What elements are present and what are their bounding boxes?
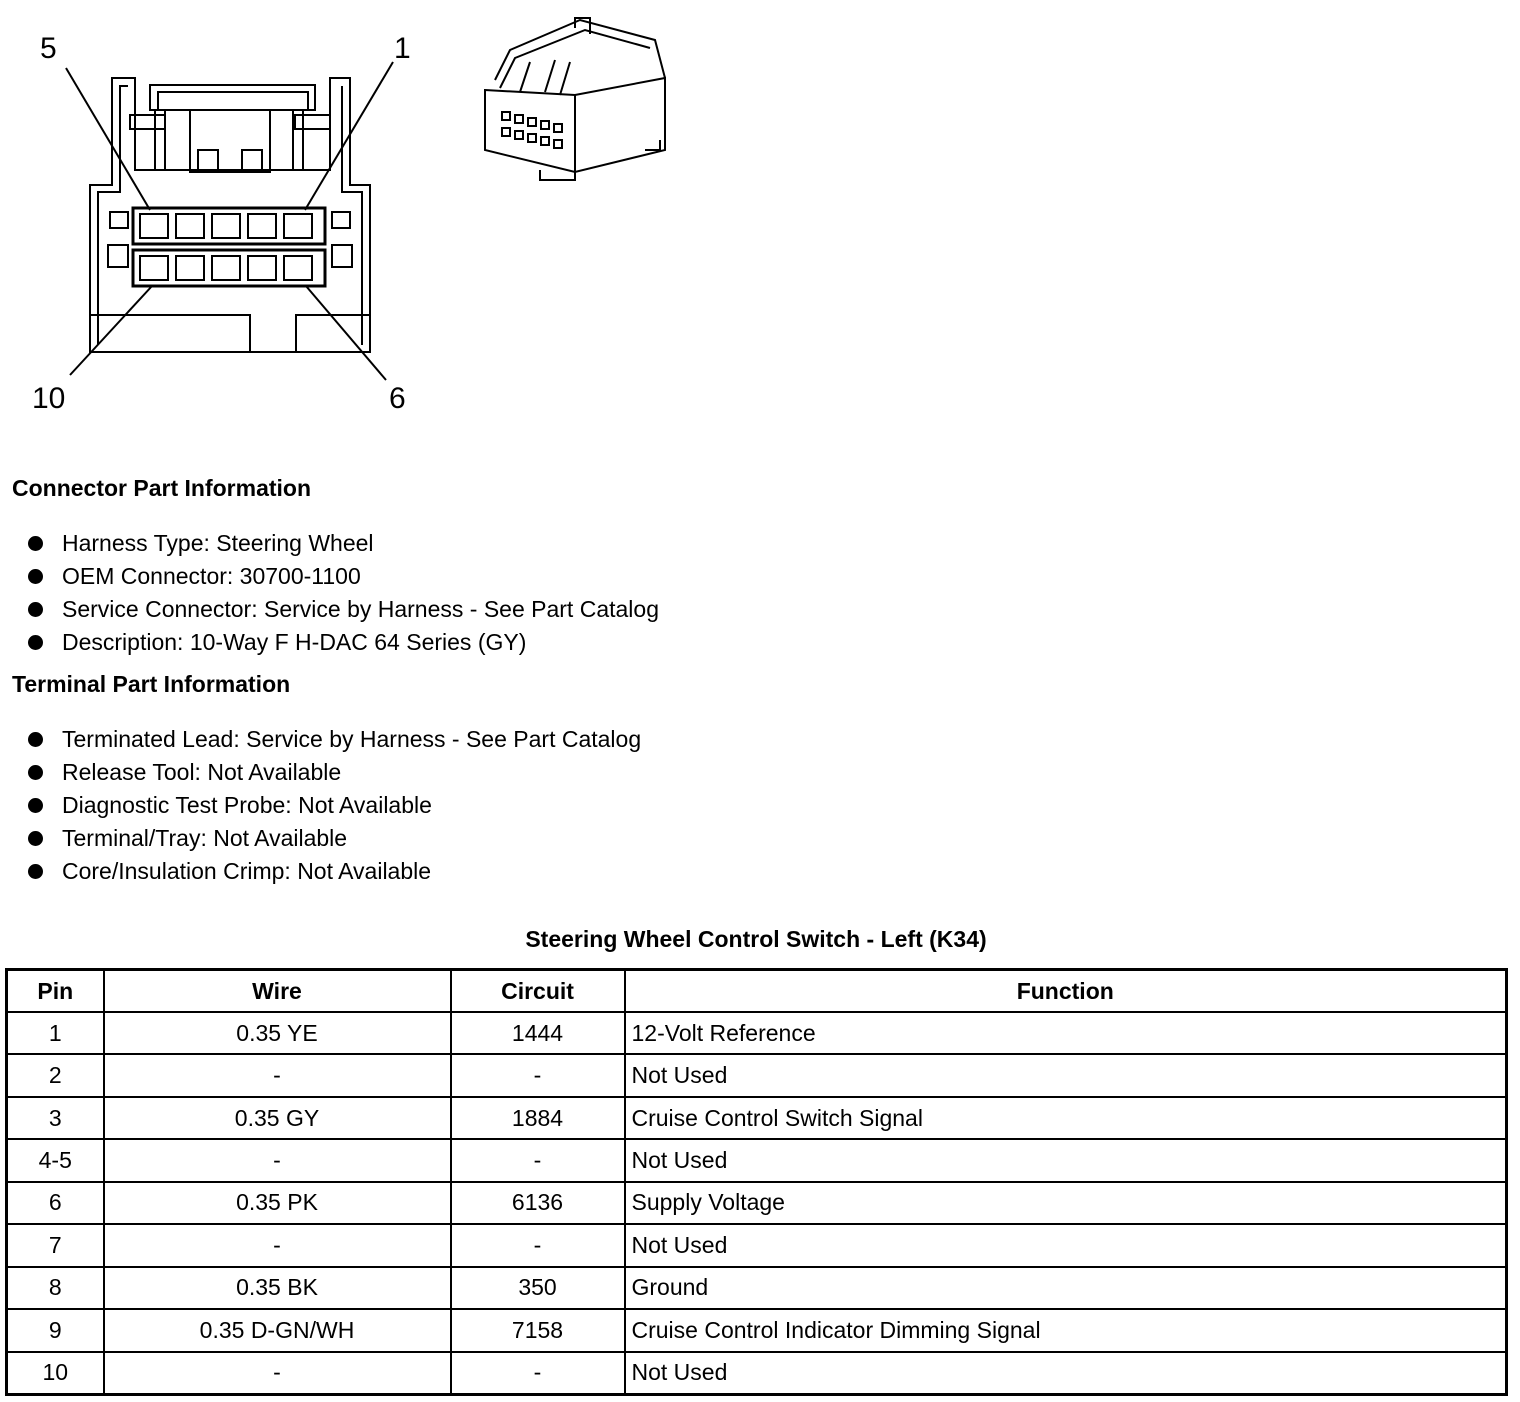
cell-function: 12-Volt Reference: [625, 1012, 1507, 1054]
terminal-part-info-list: [28, 723, 641, 888]
cell-function: Not Used: [625, 1054, 1507, 1096]
cell-wire: -: [104, 1139, 451, 1181]
pin-label-10: 10: [32, 382, 66, 415]
cell-wire: 0.35 PK: [104, 1182, 451, 1224]
pin-row-bottom: [133, 250, 325, 286]
table-row: [7, 1224, 1507, 1266]
connector-part-info-title: Connector Part Information: [12, 475, 312, 501]
pin-table-title: Steering Wheel Control Switch - Left (K34): [525, 926, 987, 952]
table-row: [7, 1267, 1507, 1309]
connector-face-diagram: [0, 0, 700, 440]
list-item: Service Connector: Service by Harness - See Part Catalog: [28, 593, 659, 626]
cell-pin: 1: [7, 1012, 104, 1054]
cell-circuit: -: [451, 1139, 625, 1181]
header-wire: Wire: [104, 970, 451, 1013]
cell-circuit: -: [451, 1352, 625, 1395]
cell-pin: 3: [7, 1097, 104, 1139]
cell-pin: 2: [7, 1054, 104, 1096]
cell-function: Cruise Control Switch Signal: [625, 1097, 1507, 1139]
cell-function: Not Used: [625, 1139, 1507, 1181]
list-item: Release Tool: Not Available: [28, 756, 641, 789]
cell-wire: 0.35 D-GN/WH: [104, 1309, 451, 1351]
terminal-part-info-title: Terminal Part Information: [12, 671, 291, 697]
pin-label-5: 5: [40, 32, 57, 65]
table-row: [7, 1097, 1507, 1139]
cell-function: Ground: [625, 1267, 1507, 1309]
header-function: Function: [625, 970, 1507, 1013]
cell-pin: 10: [7, 1352, 104, 1395]
cell-pin: 6: [7, 1182, 104, 1224]
list-item: Diagnostic Test Probe: Not Available: [28, 789, 641, 822]
list-item: Core/Insulation Crimp: Not Available: [28, 855, 641, 888]
cell-wire: 0.35 GY: [104, 1097, 451, 1139]
cell-circuit: 350: [451, 1267, 625, 1309]
cell-wire: -: [104, 1352, 451, 1395]
cell-wire: -: [104, 1224, 451, 1266]
list-item: Terminated Lead: Service by Harness - See Part Catalog: [28, 723, 641, 756]
pin-label-1: 1: [394, 32, 411, 65]
cell-circuit: 7158: [451, 1309, 625, 1351]
header-pin: Pin: [7, 970, 104, 1013]
cell-circuit: 6136: [451, 1182, 625, 1224]
cell-function: Not Used: [625, 1352, 1507, 1395]
pin-row-top: [133, 208, 325, 244]
cell-pin: 8: [7, 1267, 104, 1309]
cell-function: Not Used: [625, 1224, 1507, 1266]
cell-function: Cruise Control Indicator Dimming Signal: [625, 1309, 1507, 1351]
table-row: [7, 1182, 1507, 1224]
cell-pin: 7: [7, 1224, 104, 1266]
table-header-row: [7, 970, 1507, 1013]
cell-circuit: -: [451, 1224, 625, 1266]
cell-pin: 4-5: [7, 1139, 104, 1181]
cell-circuit: -: [451, 1054, 625, 1096]
connector-isometric-illustration: [485, 18, 665, 180]
table-row: [7, 1139, 1507, 1181]
header-circuit: Circuit: [451, 970, 625, 1013]
cell-wire: 0.35 YE: [104, 1012, 451, 1054]
cell-pin: 9: [7, 1309, 104, 1351]
pin-table: [5, 968, 1508, 1396]
cell-circuit: 1444: [451, 1012, 625, 1054]
list-item: Harness Type: Steering Wheel: [28, 527, 659, 560]
table-row: [7, 1012, 1507, 1054]
connector-part-info-list: [28, 527, 659, 659]
cell-wire: -: [104, 1054, 451, 1096]
pin-label-6: 6: [389, 382, 406, 415]
list-item: OEM Connector: 30700-1100: [28, 560, 659, 593]
table-row: [7, 1309, 1507, 1351]
table-row: [7, 1352, 1507, 1395]
cell-wire: 0.35 BK: [104, 1267, 451, 1309]
list-item: Terminal/Tray: Not Available: [28, 822, 641, 855]
cell-circuit: 1884: [451, 1097, 625, 1139]
cell-function: Supply Voltage: [625, 1182, 1507, 1224]
list-item: Description: 10-Way F H-DAC 64 Series (GY): [28, 626, 659, 659]
table-row: [7, 1054, 1507, 1096]
